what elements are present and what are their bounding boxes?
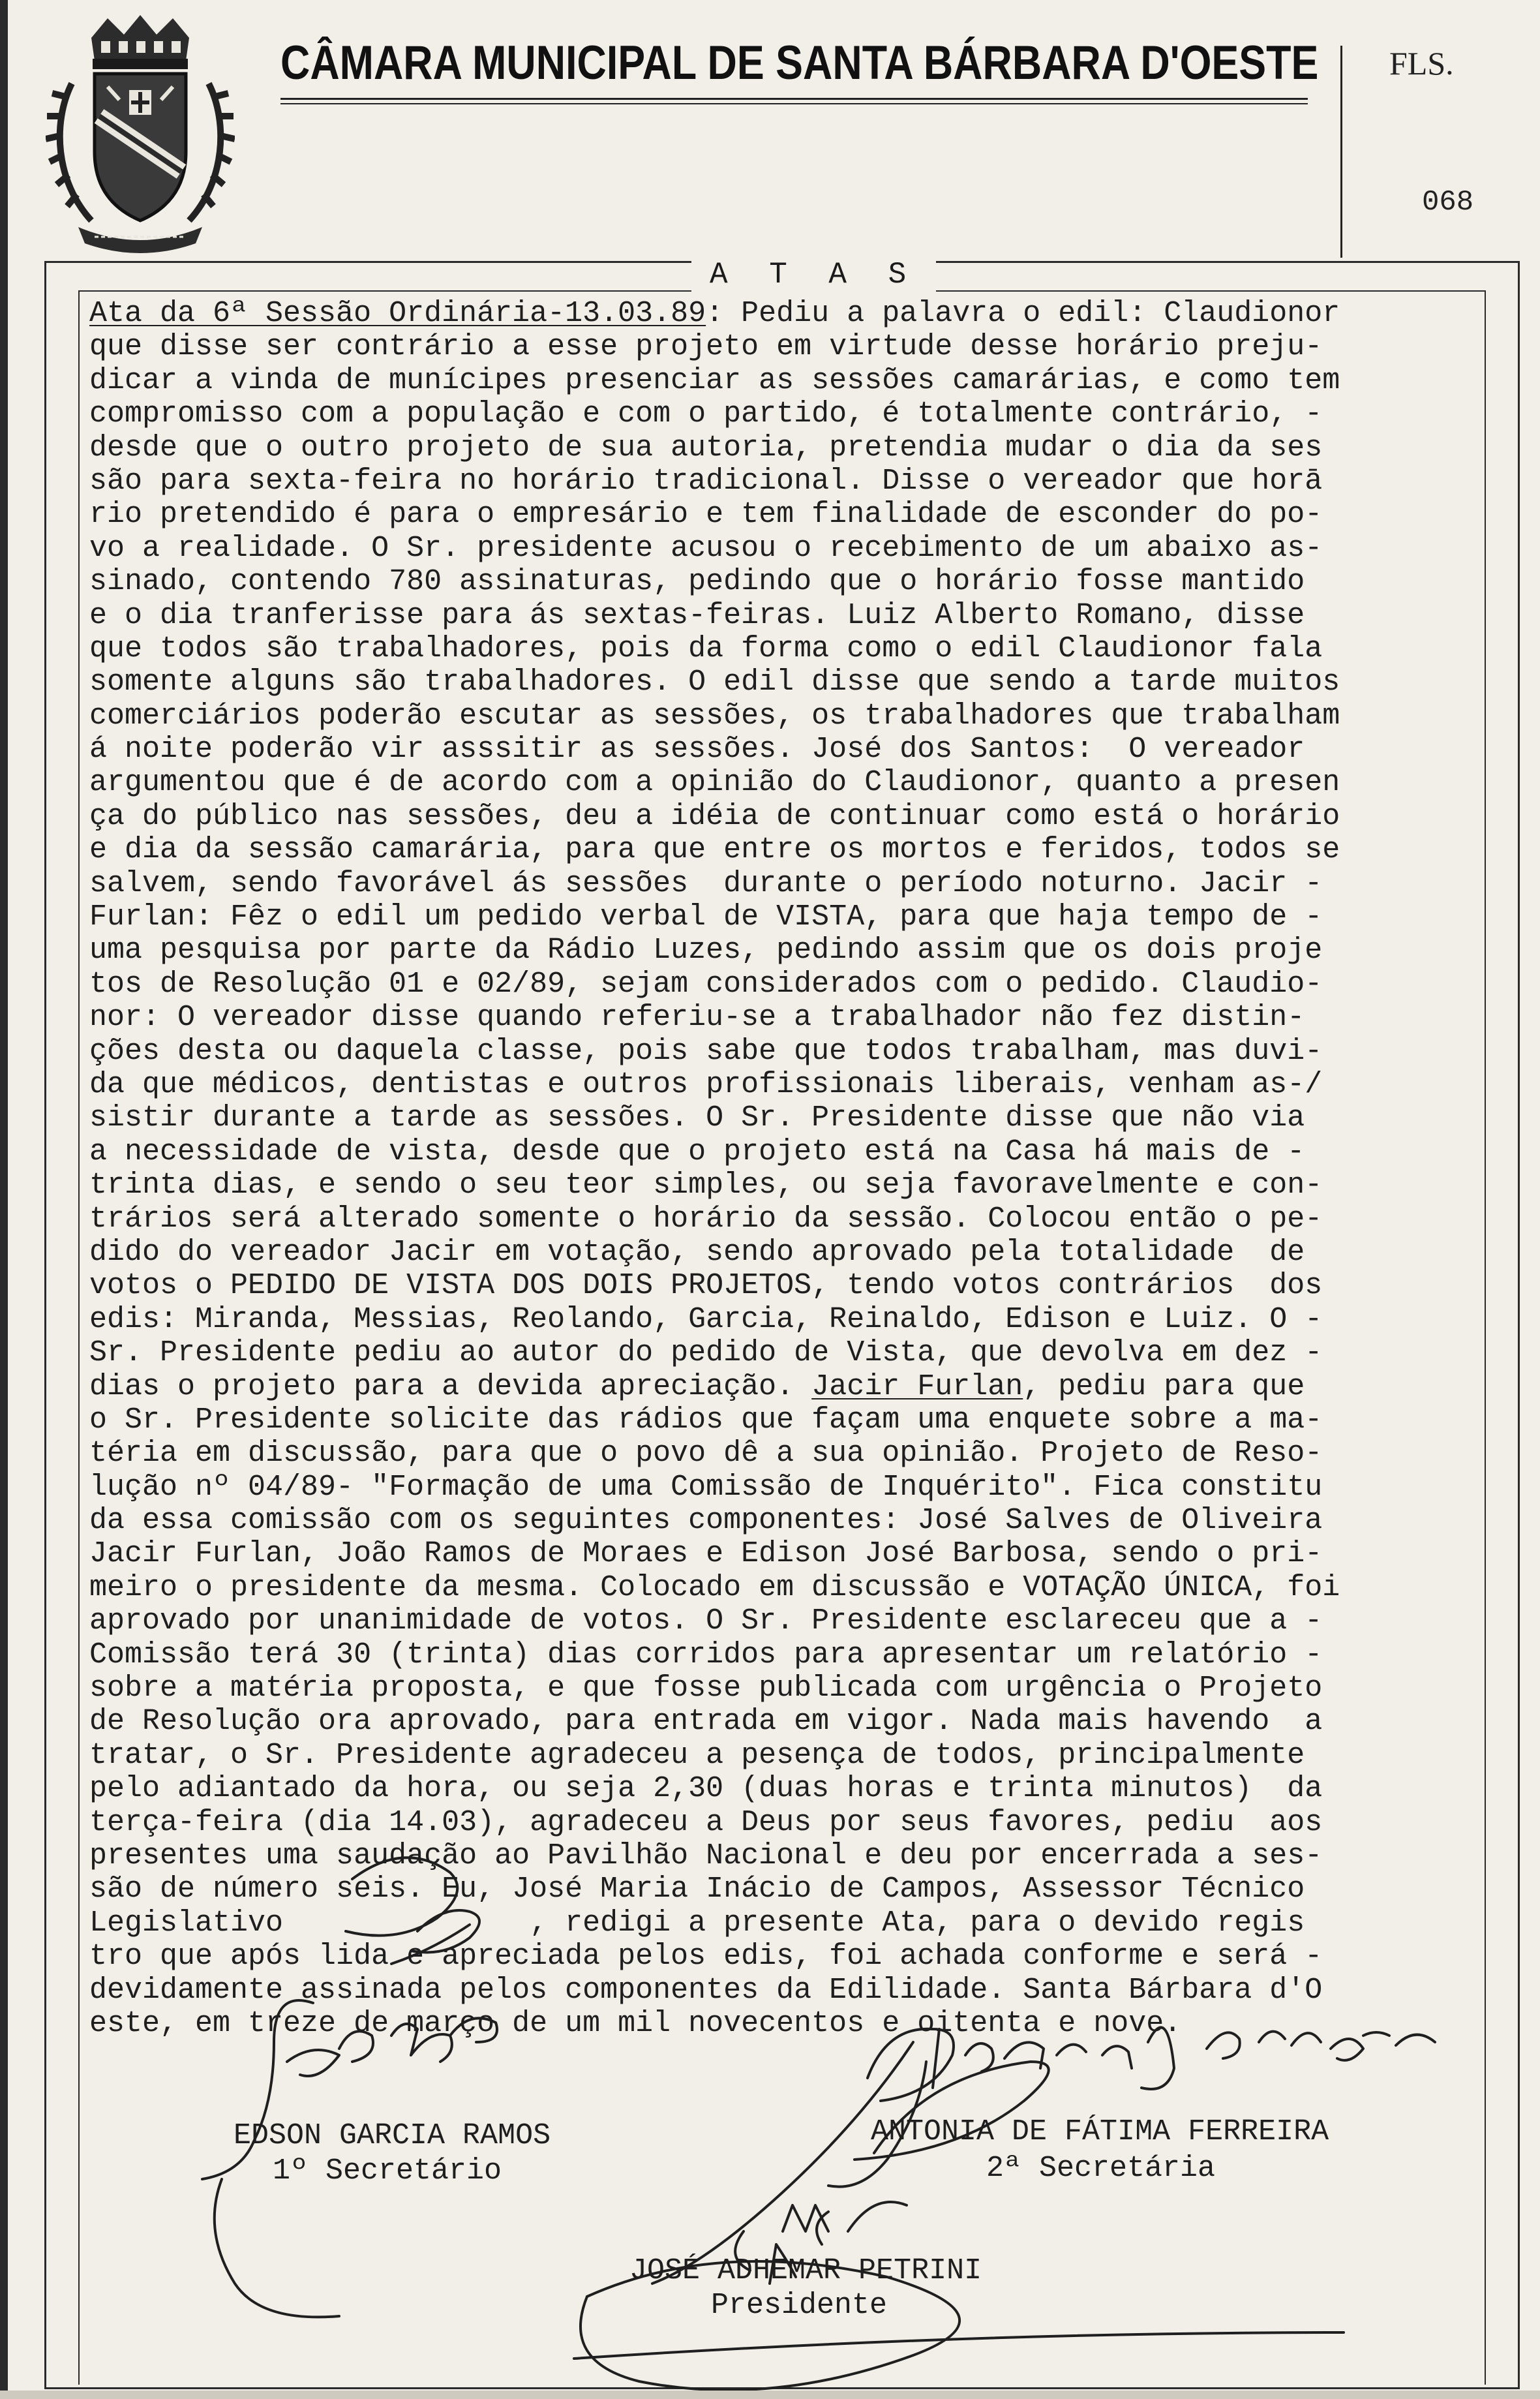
text-line: argumentou que é de acordo com a opinião do Claudionor, quanto a presen bbox=[89, 766, 1340, 800]
folio-divider bbox=[1340, 46, 1342, 258]
scan-edge bbox=[0, 2391, 1540, 2399]
text-line: rio pretendido é para o empresário e tem finalidade de esconder do po- bbox=[89, 498, 1323, 532]
text-line: dias o projeto para a devida apreciação. Jacir Furlan, pediu para que bbox=[89, 1369, 1305, 1403]
text-line: desde que o outro projeto de sua autoria, pretendia mudar o dia da ses bbox=[89, 431, 1323, 465]
text-line: Sr. Presidente pediu ao autor do pedido de Vista, que devolva em dez - bbox=[89, 1336, 1323, 1370]
text-line: tro que após lida e apreciada pelos edis, foi achada conforme e será - bbox=[89, 1940, 1323, 1974]
text-line: tos de Resolução 01 e 02/89, sejam considerados com o pedido. Claudio- bbox=[89, 967, 1323, 1001]
text-line: da essa comissão com os seguintes componentes: José Salves de Oliveira bbox=[89, 1504, 1323, 1538]
title-rule bbox=[280, 103, 1308, 104]
president-name: JOSÉ ADHEMAR PETRINI bbox=[629, 2254, 982, 2287]
text-line: aprovado por unanimidade de votos. O Sr. Presidente esclareceu que a - bbox=[89, 1604, 1323, 1638]
text-line: da que médicos, dentistas e outros profissionais liberais, venham as-/ bbox=[89, 1067, 1323, 1101]
text-line: que todos são trabalhadores, pois da forma como o edil Claudionor fala bbox=[89, 632, 1323, 665]
text-line: sobre a matéria proposta, e que fosse publicada com urgência o Projeto bbox=[89, 1672, 1323, 1705]
text-line: sinado, contendo 780 assinaturas, pedindo que o horário fosse mantido bbox=[89, 565, 1305, 599]
text-line: comerciários poderão escutar as sessões, os trabalhadores que trabalham bbox=[89, 699, 1340, 733]
text-line: presentes uma saudação ao Pavilhão Nacional e deu por encerrada a ses- bbox=[89, 1839, 1323, 1872]
text-line: uma pesquisa por parte da Rádio Luzes, pedindo assim que os dois proje bbox=[89, 934, 1323, 968]
text-line: tratar, o Sr. Presidente agradeceu a pesença de todos, principalmente bbox=[89, 1738, 1305, 1772]
text-line: são de número seis. Eu, José Maria Inácio de Campos, Assessor Técnico bbox=[89, 1872, 1305, 1906]
text-line: votos o PEDIDO DE VISTA DOS DOIS PROJETOS, tendo votos contrários dos bbox=[89, 1269, 1323, 1303]
president-role: Presidente bbox=[711, 2289, 888, 2322]
text-line: e dia da sessão camarária, para que entre os mortos e feridos, todos se bbox=[89, 833, 1340, 867]
text-line: Legislativo , redigi a presente Ata, para o devido regis bbox=[89, 1906, 1305, 1940]
text-line: devidamente assinada pelos componentes da Edilidade. Santa Bárbara d'O bbox=[89, 1973, 1323, 2007]
fls-label: FLS. bbox=[1389, 45, 1454, 82]
text-line: salvem, sendo favorável ás sessões durante o período noturno. Jacir - bbox=[89, 866, 1323, 900]
text-line: nor: O vereador disse quando referiu-se a trabalhador não fez distin- bbox=[89, 1001, 1305, 1035]
text-line: vo a realidade. O Sr. presidente acusou o recebimento de um abaixo as- bbox=[89, 531, 1323, 565]
institution-title: CÂMARA MUNICIPAL DE SANTA BÁRBARA D'OESTE bbox=[280, 37, 1319, 89]
text-line: que disse ser contrário a esse projeto em virtude desse horário preju- bbox=[89, 330, 1323, 364]
minutes-heading: Ata da 6ª Sessão Ordinária-13.03.89 bbox=[89, 297, 706, 330]
text-line: trários será alterado somente o horário da sessão. Colocou então o pe- bbox=[89, 1202, 1323, 1236]
text-line: lução nº 04/89- "Formação de uma Comissão de Inquérito". Fica constitu bbox=[89, 1470, 1323, 1504]
second-secretary-name: ANTONIA DE FÁTIMA FERREIRA bbox=[871, 2115, 1329, 2148]
underlined-name: Jacir Furlan bbox=[811, 1369, 1023, 1403]
first-secretary-role: 1º Secretário bbox=[273, 2154, 502, 2188]
text-line: Furlan: Fêz o edil um pedido verbal de VISTA, para que haja tempo de - bbox=[89, 900, 1323, 934]
text-line: ça do público nas sessões, deu a idéia de continuar como está o horário bbox=[89, 799, 1340, 833]
text-line: meiro o presidente da mesma. Colocado em discussão e VOTAÇÃO ÚNICA, foi bbox=[89, 1570, 1340, 1604]
text-line: compromisso com a população e com o partido, é totalmente contrário, - bbox=[89, 397, 1323, 431]
minutes-body bbox=[89, 297, 1492, 2040]
section-title: A T A S bbox=[691, 258, 936, 292]
text-line: este, em treze de março de um mil novecentos e oitenta e nove. bbox=[89, 2006, 1182, 2040]
folio-number: 068 bbox=[1422, 186, 1474, 219]
text-line: edis: Miranda, Messias, Reolando, Garcia, Reinaldo, Edison e Luiz. O - bbox=[89, 1302, 1323, 1336]
text-line: ções desta ou daquela classe, pois sabe que todos trabalham, mas duvi- bbox=[89, 1034, 1323, 1068]
scan-edge bbox=[0, 0, 8, 2399]
second-secretary-role: 2ª Secretária bbox=[986, 2152, 1216, 2185]
text-line: dicar a vinda de munícipes presenciar as sessões camarárias, e como tem bbox=[89, 363, 1340, 397]
text-line: o Sr. Presidente solicite das rádios que façam uma enquete sobre a ma- bbox=[89, 1403, 1323, 1437]
first-secretary-name: EDSON GARCIA RAMOS bbox=[234, 2119, 551, 2152]
text-line: á noite poderão vir asssitir as sessões. José dos Santos: O vereador bbox=[89, 733, 1305, 767]
text-line: terça-feira (dia 14.03), agradeceu a Deus por seus favores, pediu aos bbox=[89, 1805, 1323, 1839]
text-line: a necessidade de vista, desde que o projeto está na Casa há mais de - bbox=[89, 1135, 1305, 1169]
text-line: Ata da 6ª Sessão Ordinária-13.03.89: Pediu a palavra o edil: Claudionor bbox=[89, 297, 1340, 330]
text-line: téria em discussão, para que o povo dê a sua opinião. Projeto de Reso- bbox=[89, 1437, 1323, 1471]
text-line: e o dia tranferisse para ás sextas-feiras. Luiz Alberto Romano, disse bbox=[89, 598, 1305, 632]
text-line: trinta dias, e sendo o seu teor simples, ou seja favoravelmente e con- bbox=[89, 1169, 1323, 1202]
text-line: são para sexta-feira no horário tradicional. Disse o vereador que horā bbox=[89, 464, 1323, 498]
text-line: Comissão terá 30 (trinta) dias corridos para apresentar um relatório - bbox=[89, 1638, 1323, 1672]
text-line: Jacir Furlan, João Ramos de Moraes e Edison José Barbosa, sendo o pri- bbox=[89, 1537, 1323, 1571]
text-line: de Resolução ora aprovado, para entrada em vigor. Nada mais havendo a bbox=[89, 1705, 1323, 1739]
text-line: somente alguns são trabalhadores. O edil disse que sendo a tarde muitos bbox=[89, 665, 1340, 699]
municipal-crest-icon bbox=[46, 12, 235, 253]
text-line: pelo adiantado da hora, ou seja 2,30 (duas horas e trinta minutos) da bbox=[89, 1772, 1323, 1806]
title-rule bbox=[280, 98, 1308, 100]
text-line: dido do vereador Jacir em votação, sendo aprovado pela totalidade de bbox=[89, 1235, 1305, 1269]
text-line: sistir durante a tarde as sessões. O Sr. Presidente disse que não via bbox=[89, 1101, 1305, 1135]
